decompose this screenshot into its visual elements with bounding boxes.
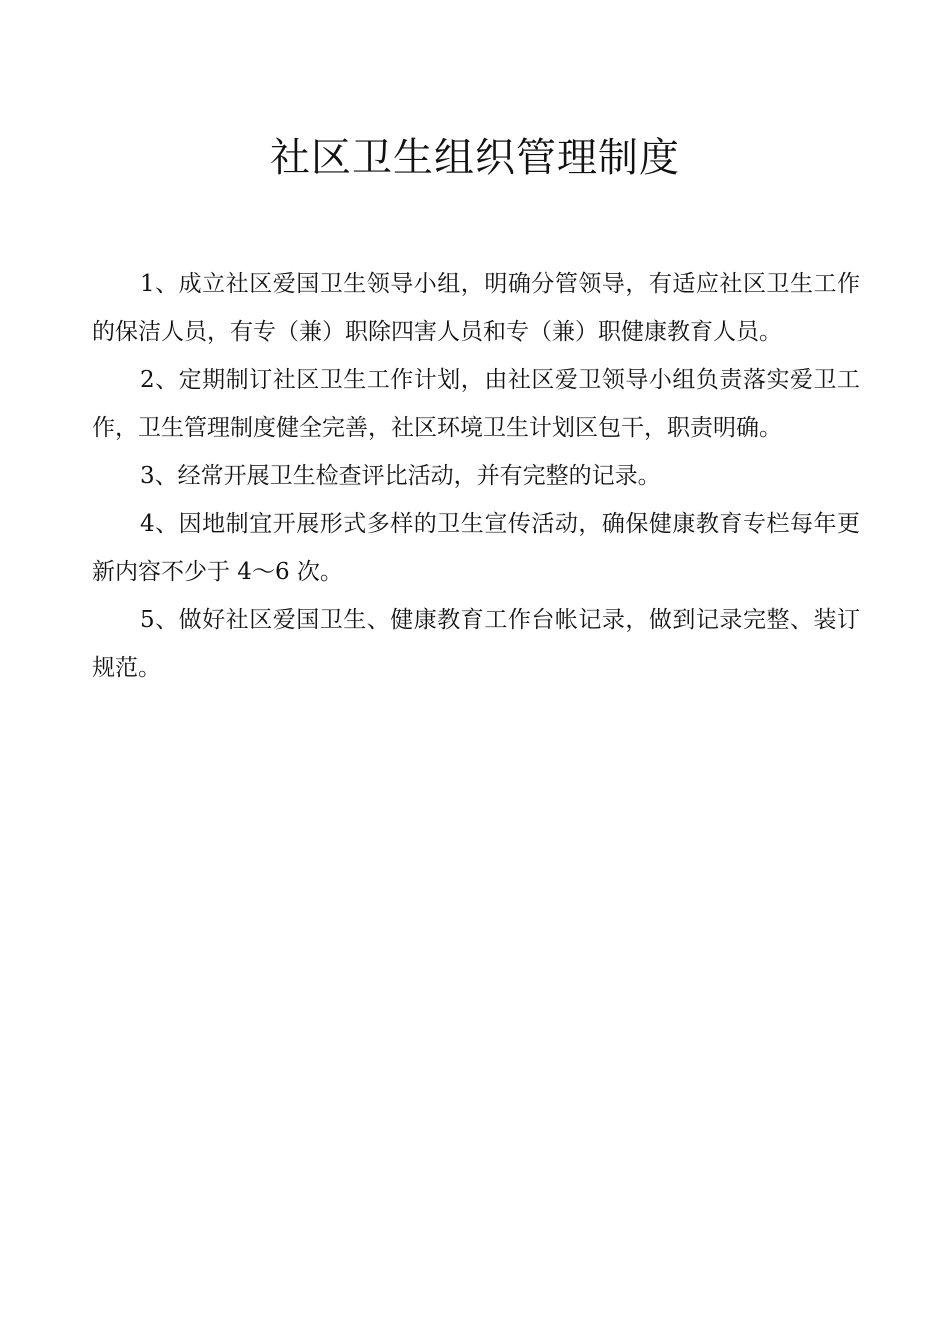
paragraph-3: 3、经常开展卫生检查评比活动，并有完整的记录。 xyxy=(140,463,661,489)
paragraph-1: 1、成立社区爱国卫生领导小组，明确分管领导，有适应社区卫生工作的保洁人员，有专（兼）职除四害人员和专（兼）职健康教育人员。 xyxy=(92,271,860,345)
document-title: 社区卫生组织管理制度 xyxy=(270,135,680,181)
document-body xyxy=(92,260,860,692)
paragraph-2: 2、定期制订社区卫生工作计划，由社区爱卫领导小组负责落实爱卫工作，卫生管理制度健全完善，社区环境卫生计划区包干，职责明确。 xyxy=(92,367,860,441)
paragraph-4: 4、因地制宜开展形式多样的卫生宣传活动，确保健康教育专栏每年更新内容不少于 4～6 次。 xyxy=(92,511,860,585)
paragraph-5: 5、做好社区爱国卫生、健康教育工作台帐记录，做到记录完整、装订规范。 xyxy=(92,607,860,681)
